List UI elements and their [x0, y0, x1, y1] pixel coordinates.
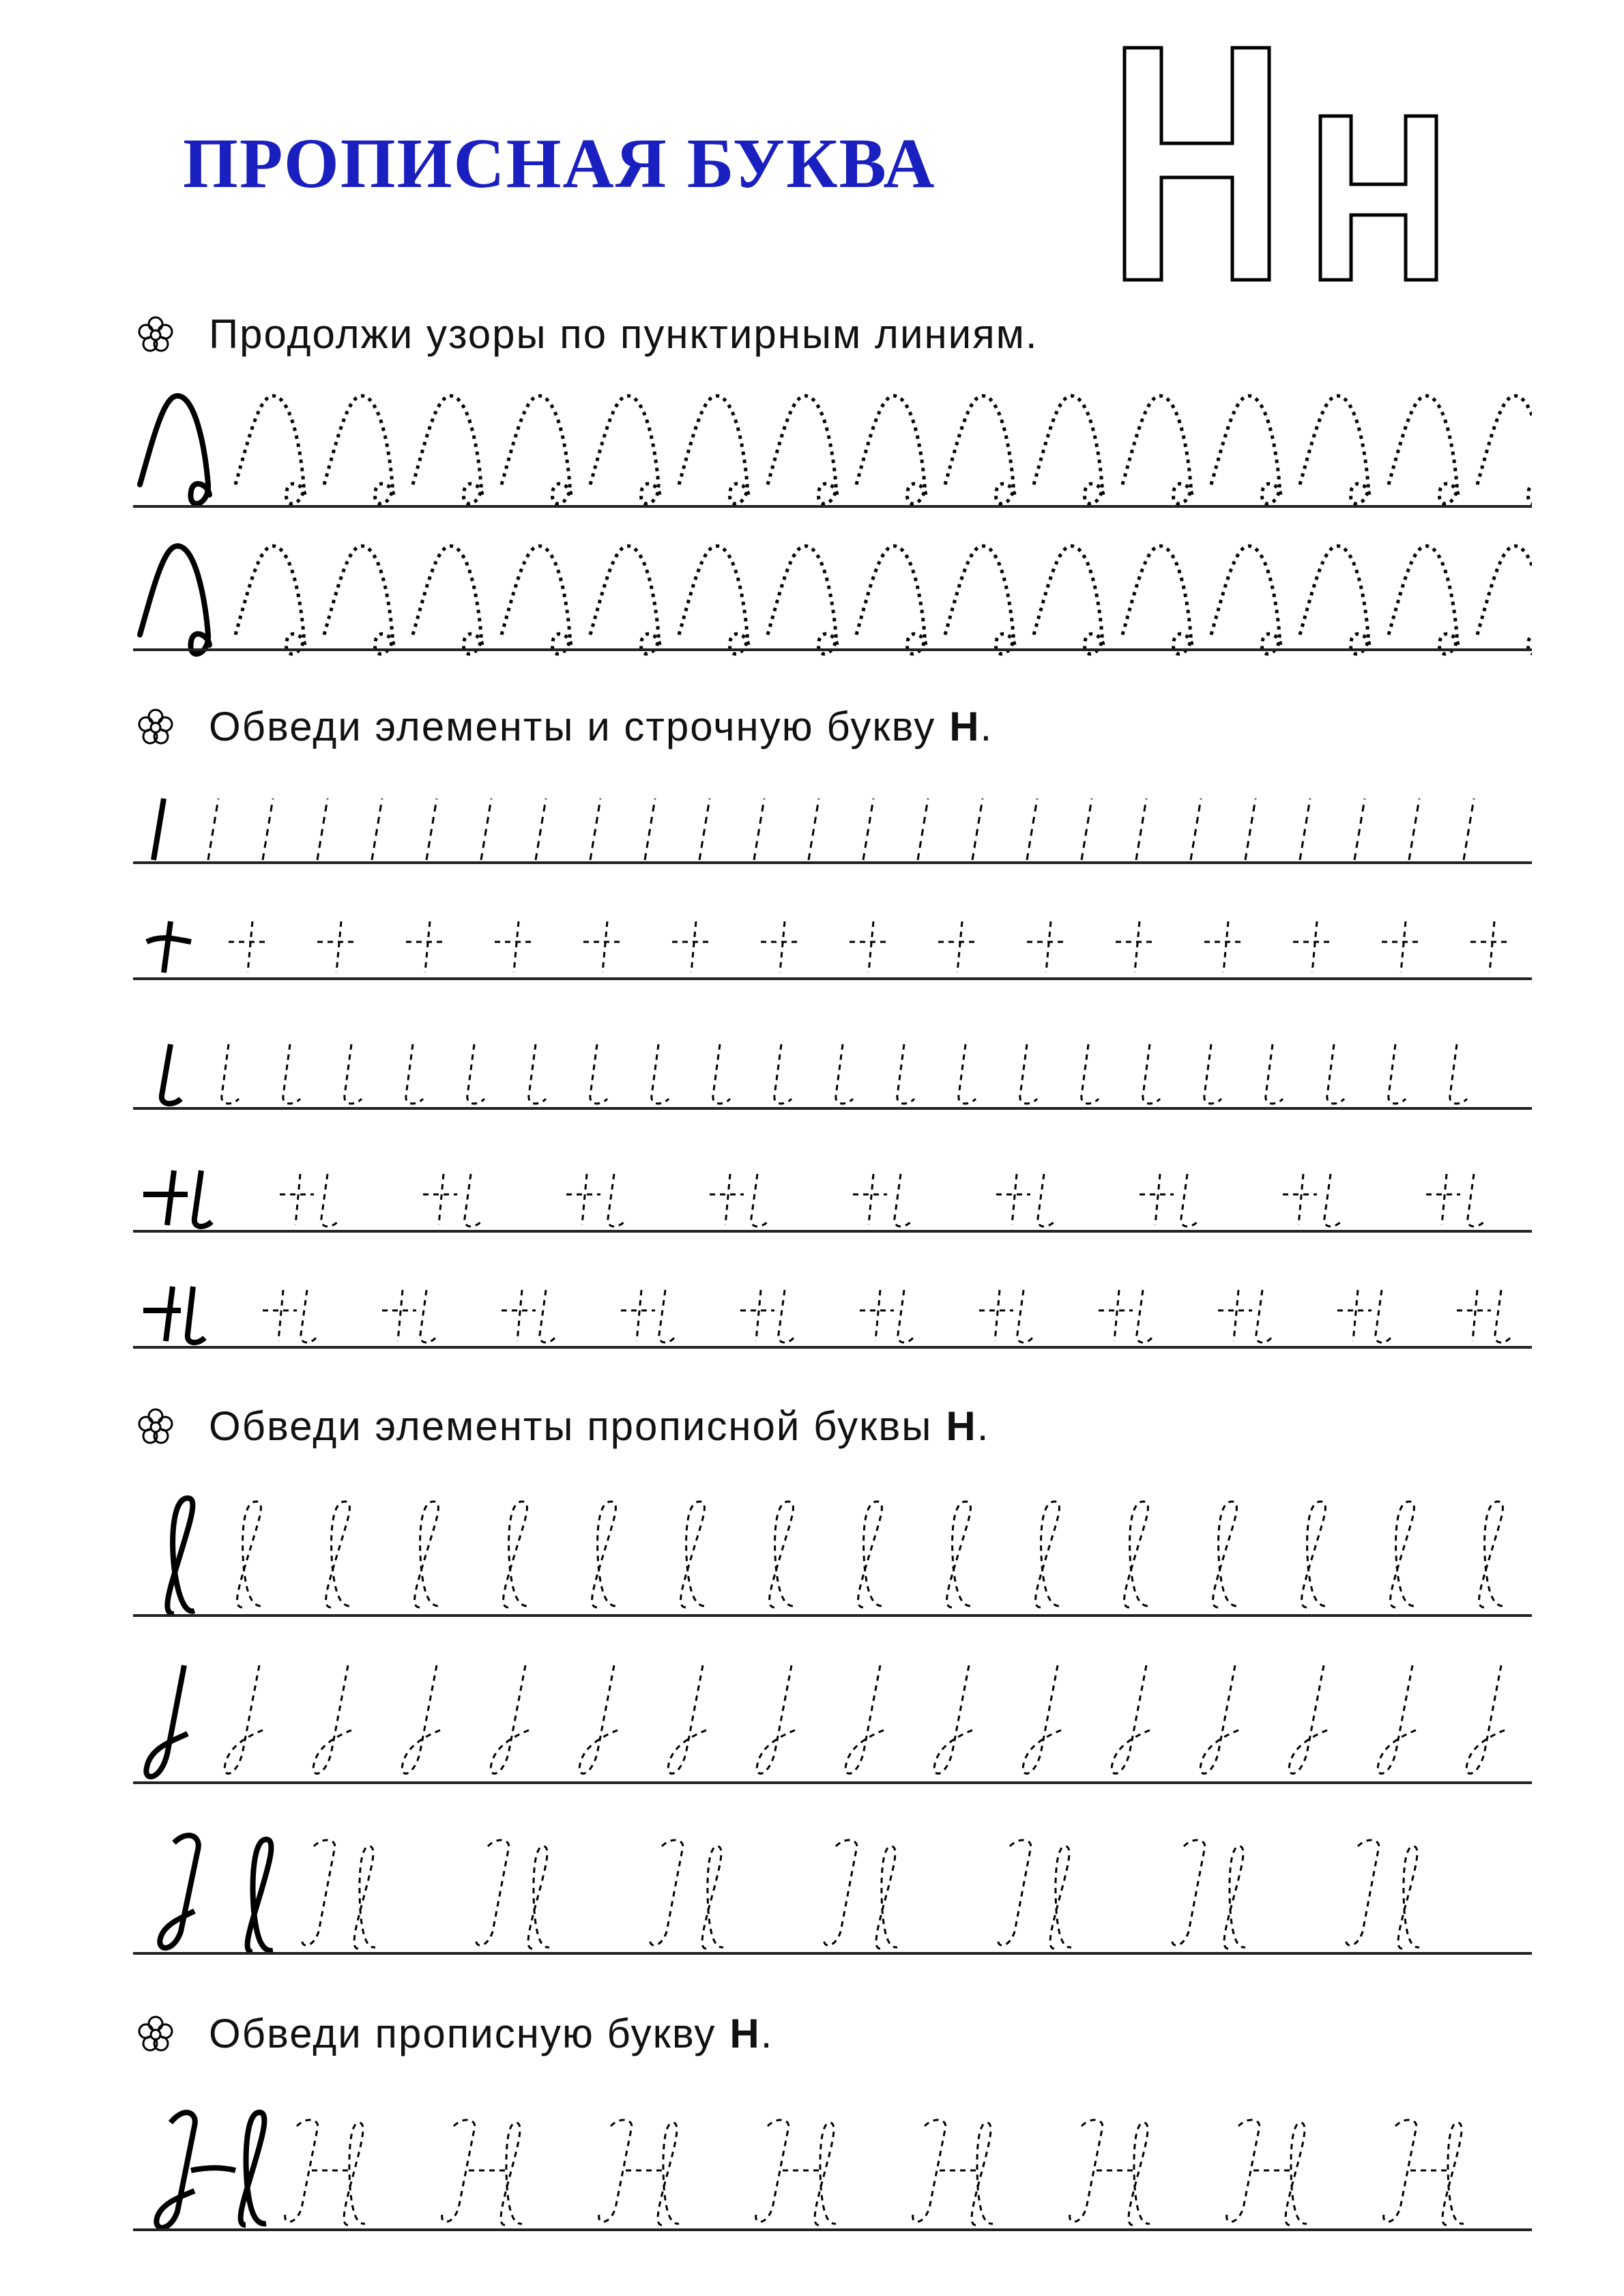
page-title: ПРОПИСНАЯ БУКВА	[183, 124, 936, 203]
hook-stroke-traces	[133, 1031, 1532, 1113]
dashed-trace-icon	[406, 532, 495, 662]
instruction-letter: Н	[729, 2011, 761, 2056]
baseline	[133, 2228, 1532, 2231]
instruction-text: Продолжи узоры по пунктирным линиям.	[209, 311, 1039, 357]
instruction-text: Обведи элементы прописной буквы	[209, 1403, 933, 1449]
dashed-trace-icon	[938, 532, 1027, 662]
letter-n-outline-icon	[1119, 41, 1501, 287]
stem-element-traces	[133, 1652, 1532, 1788]
dashed-trace-icon	[1116, 382, 1204, 512]
big-outline-letters	[1119, 41, 1501, 287]
instruction-lowercase	[136, 706, 993, 747]
loop-element-traces	[133, 1484, 1532, 1621]
cursive-sample-icon	[133, 382, 222, 512]
dashed-trace-icon	[850, 532, 938, 662]
dashed-trace-icon	[229, 382, 317, 512]
dashed-trace-icon	[1027, 532, 1116, 662]
dashed-trace-icon	[761, 532, 850, 662]
pattern-row-2	[133, 532, 1532, 662]
baseline	[133, 648, 1532, 651]
dashed-trace-icon	[672, 382, 761, 512]
dashed-trace-icon	[229, 532, 317, 662]
baseline	[133, 1952, 1532, 1955]
baseline	[133, 1781, 1532, 1784]
instruction-capital-elements	[136, 1403, 990, 1449]
dashed-trace-icon	[583, 382, 672, 512]
dashed-trace-icon	[1116, 532, 1204, 662]
capital-element-row-1	[133, 1484, 1532, 1621]
dashed-trace-icon	[938, 382, 1027, 512]
instruction-text: Обведи прописную букву	[209, 2011, 716, 2056]
dashed-trace-icon	[1470, 532, 1532, 662]
capital-element-row-3	[133, 1816, 1532, 1959]
capital-element-row-2	[133, 1652, 1532, 1788]
stroke-row-1	[133, 785, 1532, 867]
dashed-trace-icon	[406, 382, 495, 512]
instruction-capital-letter	[136, 2013, 773, 2054]
flower-icon	[136, 2015, 175, 2053]
baseline	[133, 1346, 1532, 1349]
flower-icon	[136, 1407, 175, 1446]
stroke-row-3	[133, 1031, 1532, 1113]
dashed-trace-icon	[761, 382, 850, 512]
dashed-trace-icon	[850, 382, 938, 512]
dashed-trace-icon	[495, 382, 583, 512]
dashed-trace-icon	[1204, 382, 1293, 512]
flower-icon	[136, 708, 175, 746]
flower-icon	[136, 315, 175, 354]
instruction-end: .	[760, 2011, 774, 2056]
dashed-trace-icon	[317, 532, 406, 662]
dashed-trace-icon	[583, 532, 672, 662]
dashed-trace-icon	[317, 382, 406, 512]
capital-letter-row	[133, 2089, 1532, 2239]
capital-n-traces	[133, 2089, 1532, 2239]
combined-stroke-traces	[133, 1153, 1532, 1235]
baseline	[133, 861, 1532, 864]
baseline	[133, 977, 1532, 980]
stroke-row-2	[133, 901, 1532, 983]
instruction-end: .	[976, 1403, 990, 1449]
instruction-end: .	[980, 704, 994, 749]
dashed-trace-icon	[495, 532, 583, 662]
baseline	[133, 1107, 1532, 1110]
stroke-row-4	[133, 1153, 1532, 1235]
baseline	[133, 1614, 1532, 1617]
pattern-row-1	[133, 382, 1532, 512]
baseline	[133, 1230, 1532, 1233]
pattern-traces	[229, 532, 1532, 662]
cursive-sample-icon	[133, 532, 222, 662]
pair-element-traces	[133, 1816, 1532, 1959]
instruction-letter: Н	[949, 704, 981, 749]
dashed-trace-icon	[672, 532, 761, 662]
stroke-row-5	[133, 1269, 1532, 1351]
dashed-trace-icon	[1293, 532, 1382, 662]
instruction-letter: Н	[946, 1403, 977, 1449]
baseline	[133, 505, 1532, 508]
dashed-trace-icon	[1293, 382, 1382, 512]
dashed-trace-icon	[1382, 382, 1470, 512]
dashed-trace-icon	[1470, 382, 1532, 512]
lowercase-n-traces	[133, 1269, 1532, 1351]
cross-stroke-traces	[133, 901, 1532, 983]
vertical-stroke-traces	[133, 785, 1532, 867]
dashed-trace-icon	[1382, 532, 1470, 662]
instruction-patterns	[136, 311, 1039, 357]
instruction-text: Обведи элементы и строчную букву	[209, 704, 936, 749]
dashed-trace-icon	[1027, 382, 1116, 512]
pattern-traces	[229, 382, 1532, 512]
dashed-trace-icon	[1204, 532, 1293, 662]
